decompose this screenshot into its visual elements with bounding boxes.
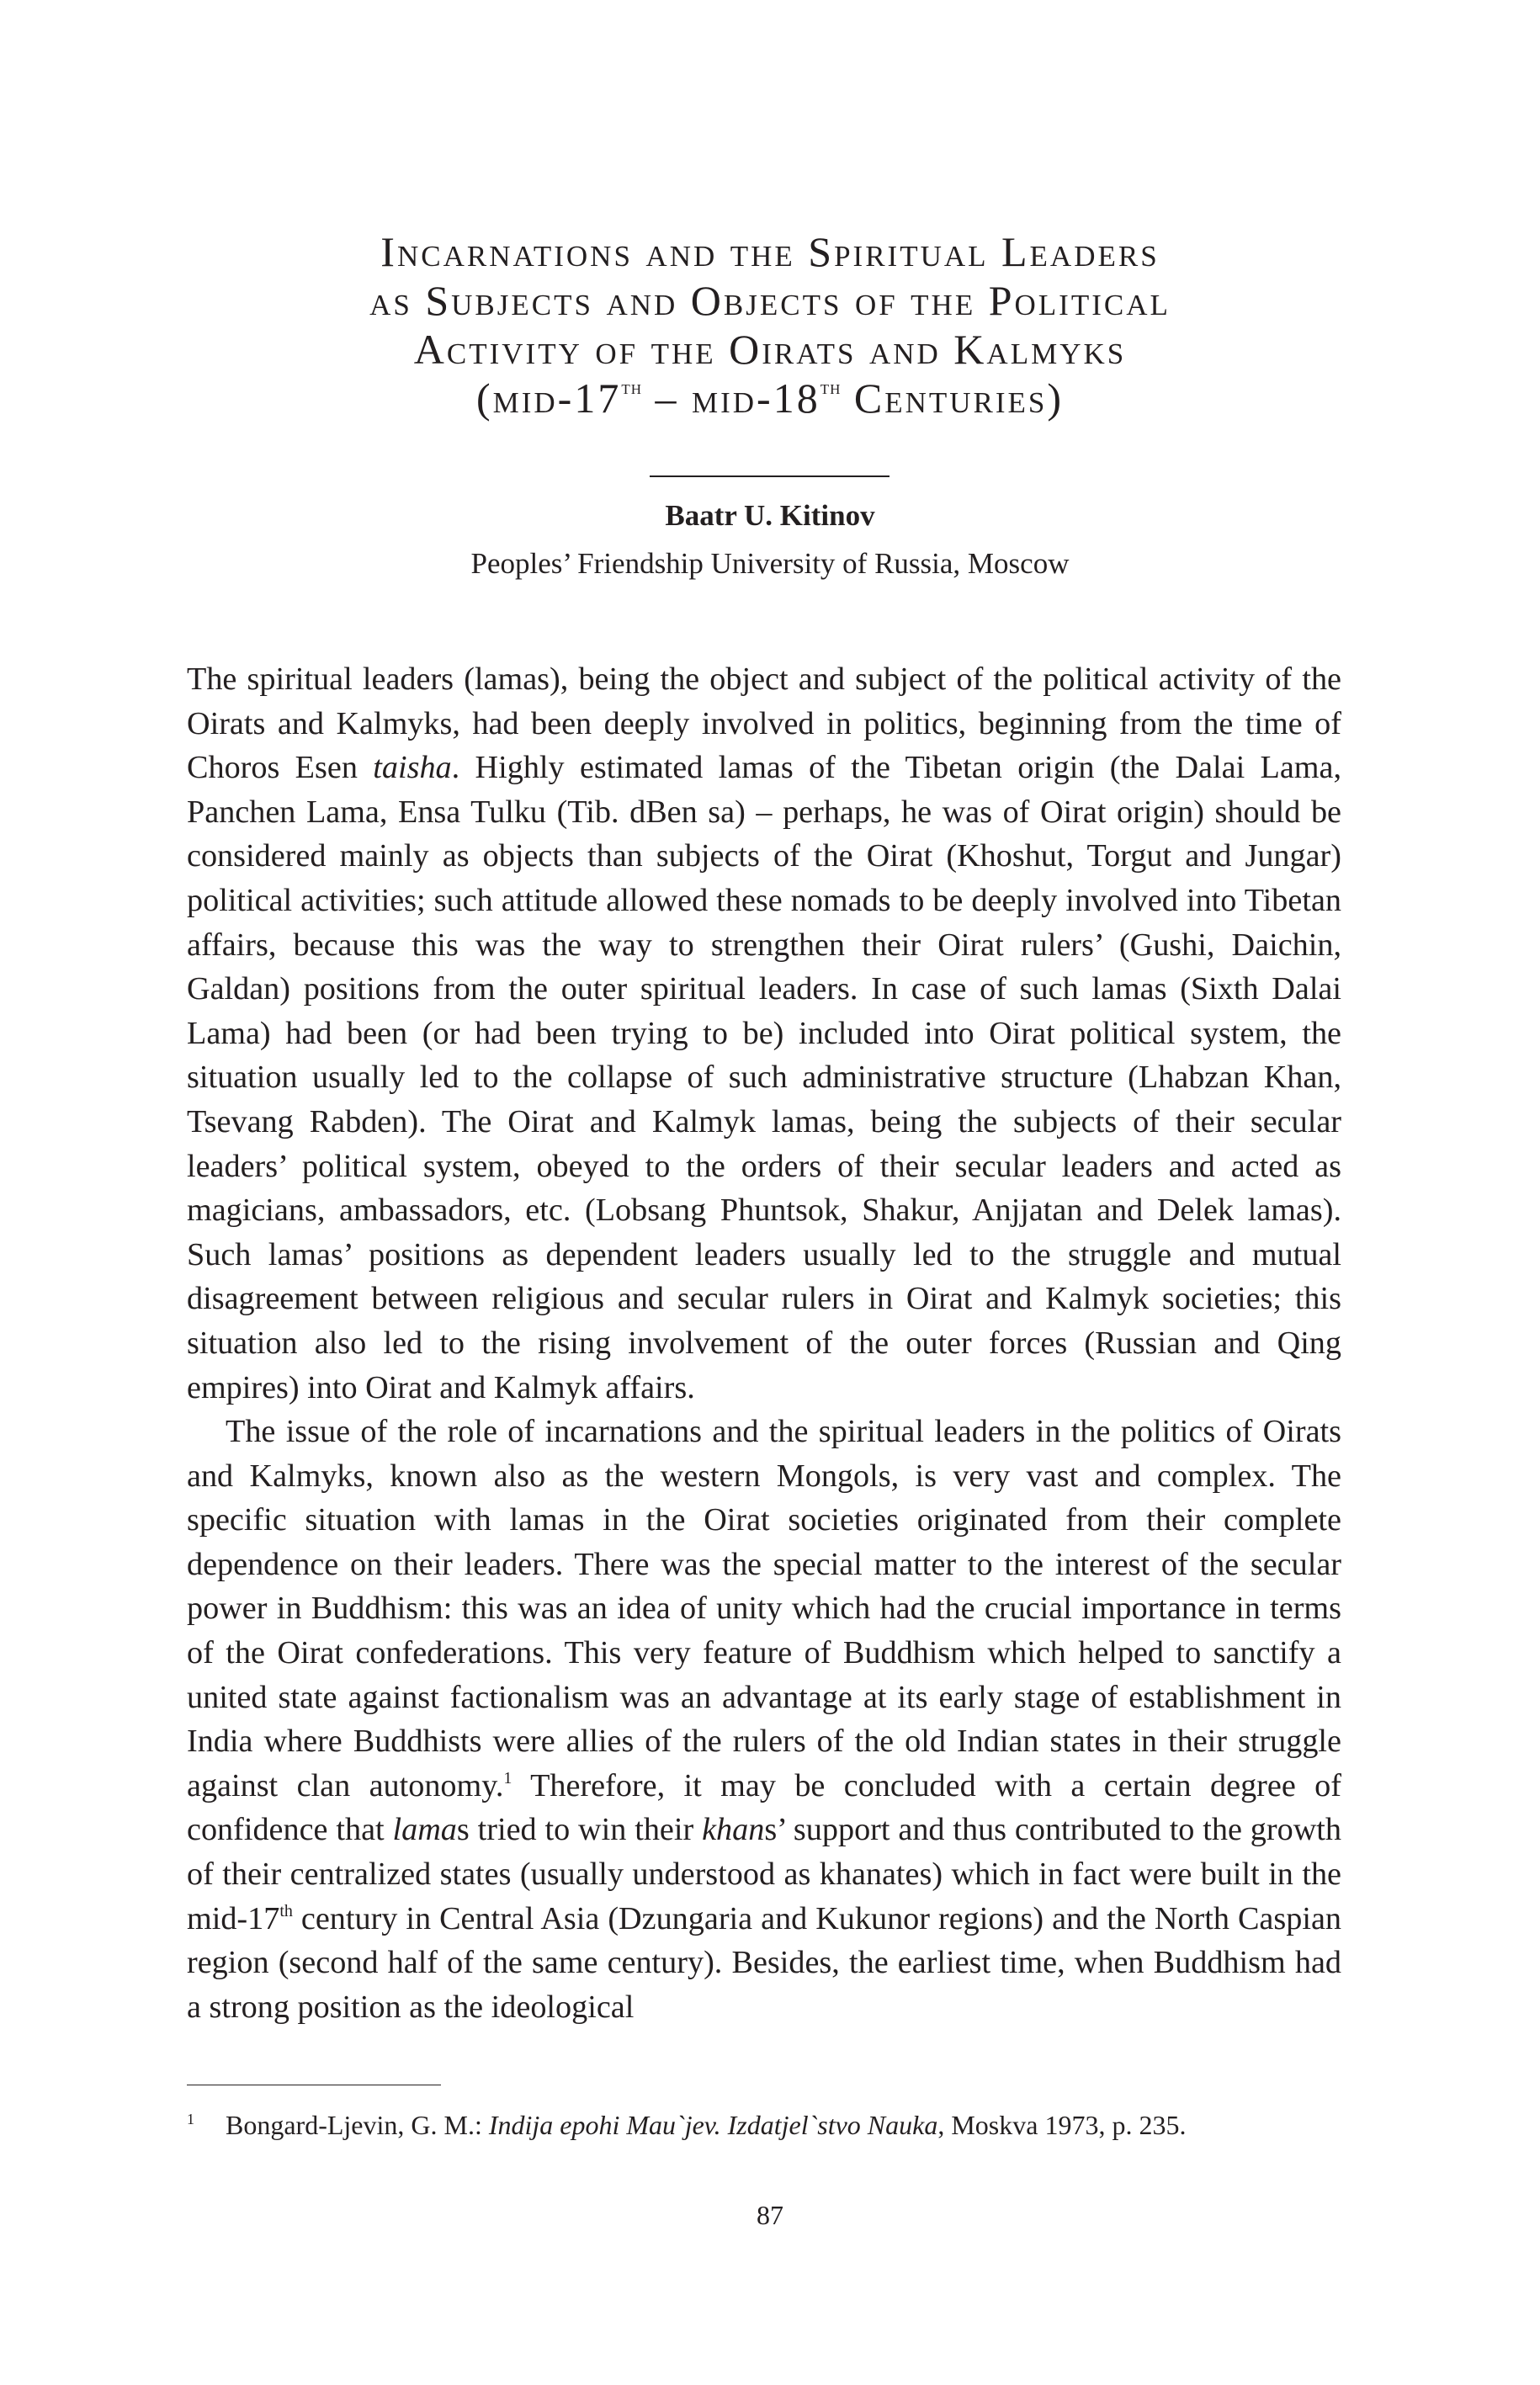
page-number: 87	[757, 2200, 783, 2230]
title-line-2: as Subjects and Objects of the Political	[369, 277, 1171, 324]
paragraph-text-2: Therefore, it may be concluded with a certain degree of confidence that	[187, 1767, 1341, 1848]
abstract-paragraph	[187, 657, 1341, 1410]
article-title	[187, 227, 1353, 422]
title-line-4-open: (mid-17	[475, 374, 622, 422]
author-affiliation: Peoples’ Friendship University of Russia, Moscow	[470, 547, 1070, 580]
author-name: Baatr U. Kitinov	[665, 499, 875, 532]
paragraph-superscript: th	[279, 1901, 293, 1920]
body-paragraph-1	[187, 1410, 1341, 2029]
title-superscript-2: th	[820, 377, 842, 399]
title-line-4	[187, 374, 1353, 422]
paragraph-text-4: s’ support and thus contributed to the growth of their centralized states (usually understood as khanates) which in fact were built in the mid-17	[187, 1812, 1341, 1936]
footnote-italic: Indija epohi Mau`jev. Izdatjel`stvo Nauka	[488, 2110, 938, 2140]
paragraph-italic-2: khan	[702, 1812, 765, 1848]
title-superscript-1: th	[621, 377, 642, 399]
abstract-text-1: The spiritual leaders (lamas), being the object and subject of the political activity of the Oirats and Kalmyks, had been deeply involved in politics, beginning from the time of Choros Esen	[187, 661, 1341, 786]
footnote: 1 Bongard-Ljevin, G. M.: Indija epohi Mau`jev. Izdatjel`stvo Nauka, Moskva 1973, p. 235.	[187, 2110, 1187, 2140]
abstract-italic-1: taisha	[373, 750, 452, 786]
title-line-4-mid: – mid-18	[642, 374, 820, 422]
article-body	[187, 657, 1341, 2029]
paragraph-text-3: s tried to win their	[456, 1812, 703, 1848]
title-line-1: Incarnations and the Spiritual Leaders	[380, 228, 1160, 275]
title-divider	[650, 475, 889, 477]
footnote-text-1: Bongard-Ljevin, G. M.:	[226, 2110, 489, 2140]
abstract-text-2: . Highly estimated lamas of the Tibetan origin (the Dalai Lama, Panchen Lama, Ensa Tulku (Tib. dBen sa) – perhaps, he was of Oirat origin) should be considered mainly as objects than subjects of the Oirat (Khoshut, Torgut and Jungar) political activities; such attitude allowed these nomads to be deeply involved into Tibetan affairs, because this was the way to strengthen their Oirat rulers’ (Gushi, Daichin, Galdan) positions from the outer spiritual leaders. In case of such lamas (Sixth Dalai Lama) had been (or had been trying to be) included into Oirat political system, the situation usually led to the collapse of such administrative structure (Lhabzan Khan, Tsevang Rabden). The Oirat and Kalmyk lamas, being the subjects of their secular leaders’ political system, obeyed to the orders of their secular leaders and acted as magicians, ambassadors, etc. (Lobsang Phuntsok, Shakur, Anjjatan and Delek lamas). Such lamas’ positions as dependent leaders usually led to the struggle and mutual disagreement between religious and secular rulers in Oirat and Kalmyk societies; this situation also led to the rising involvement of the outer forces (Russian and Qing empires) into Oirat and Kalmyk affairs.	[187, 750, 1341, 1405]
paragraph-italic-1: lama	[392, 1812, 457, 1848]
title-line-3: Activity of the Oirats and Kalmyks	[413, 326, 1127, 373]
footnote-text-2: , Moskva 1973, p. 235.	[937, 2110, 1187, 2140]
paragraph-text-5: century in Central Asia (Dzungaria and Kukunor regions) and the North Caspian region (second half of the same century). Besides, the earliest time, when Buddhism had a strong position as the ideological	[187, 1900, 1341, 2025]
paragraph-text-1: The issue of the role of incarnations and the spiritual leaders in the politics of Oirats and Kalmyks, known also as the western Mongols, is very vast and complex. The specific situation with lamas in the Oirat societies originated from their complete dependence on their leaders. There was the special matter to the interest of the secular power in Buddhism: this was an idea of unity which had the crucial importance in terms of the Oirat confederations. This very feature of Buddhism which helped to sanctify a united state against factionalism was an advantage at its early stage of establishment in India where Buddhists were allies of the rulers of the old Indian states in their struggle against clan autonomy.	[187, 1414, 1341, 1803]
title-line-4-close: Centuries)	[841, 374, 1065, 422]
footnote-reference[interactable]: 1	[503, 1768, 512, 1787]
